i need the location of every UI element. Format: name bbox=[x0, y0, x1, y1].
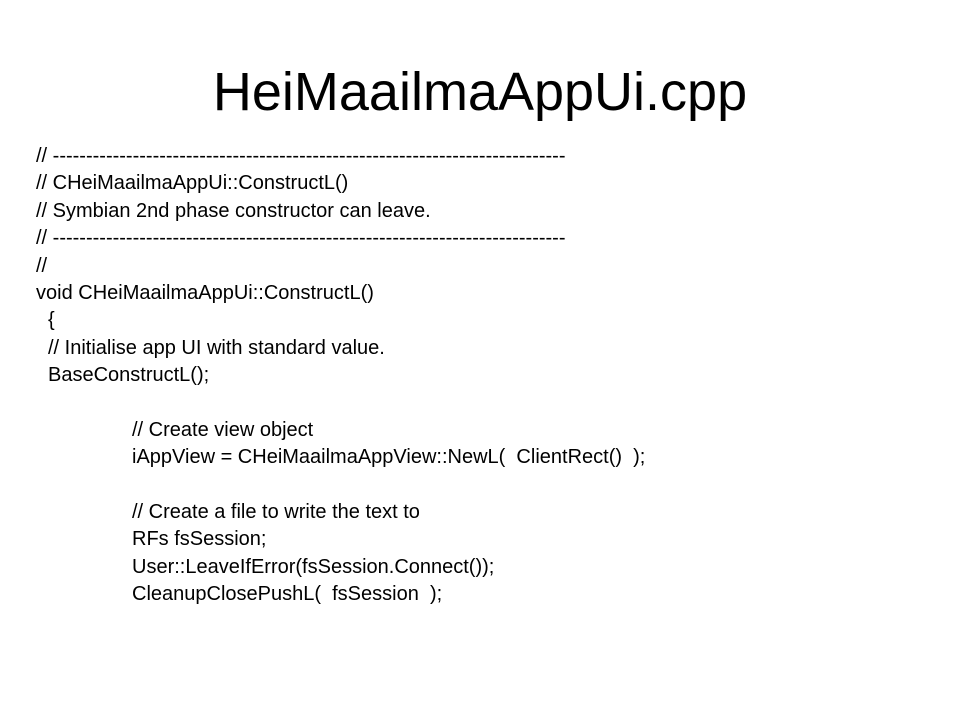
code-block bbox=[36, 143, 936, 609]
code-line: { bbox=[48, 309, 55, 332]
code-line: CleanupClosePushL( fsSession ); bbox=[132, 583, 443, 606]
code-line: // Create view object bbox=[132, 418, 314, 441]
code-line: void CHeiMaailmaAppUi::ConstructL() bbox=[36, 281, 374, 304]
code-line bbox=[36, 390, 936, 417]
code-line: // bbox=[36, 254, 48, 277]
code-line: // Create a file to write the text to bbox=[132, 501, 420, 524]
code-line: BaseConstructL(); bbox=[48, 364, 210, 387]
code-line: // CHeiMaailmaAppUi::ConstructL() bbox=[36, 172, 349, 195]
code-line: // Initialise app UI with standard value. bbox=[48, 336, 385, 359]
code-line: // ----------------------------------------------------------------------------- bbox=[36, 227, 566, 250]
code-line: // ----------------------------------------------------------------------------- bbox=[36, 145, 566, 167]
slide-title: HeiMaailmaAppUi.cpp bbox=[212, 62, 748, 122]
code-line: RFs fsSession; bbox=[132, 528, 267, 551]
code-line: User::LeaveIfError(fsSession.Connect()); bbox=[132, 555, 495, 578]
code-line: iAppView = CHeiMaailmaAppView::NewL( ClientRect() ); bbox=[132, 446, 646, 469]
code-line: // Symbian 2nd phase constructor can leave. bbox=[36, 199, 431, 222]
code-line bbox=[36, 472, 936, 499]
